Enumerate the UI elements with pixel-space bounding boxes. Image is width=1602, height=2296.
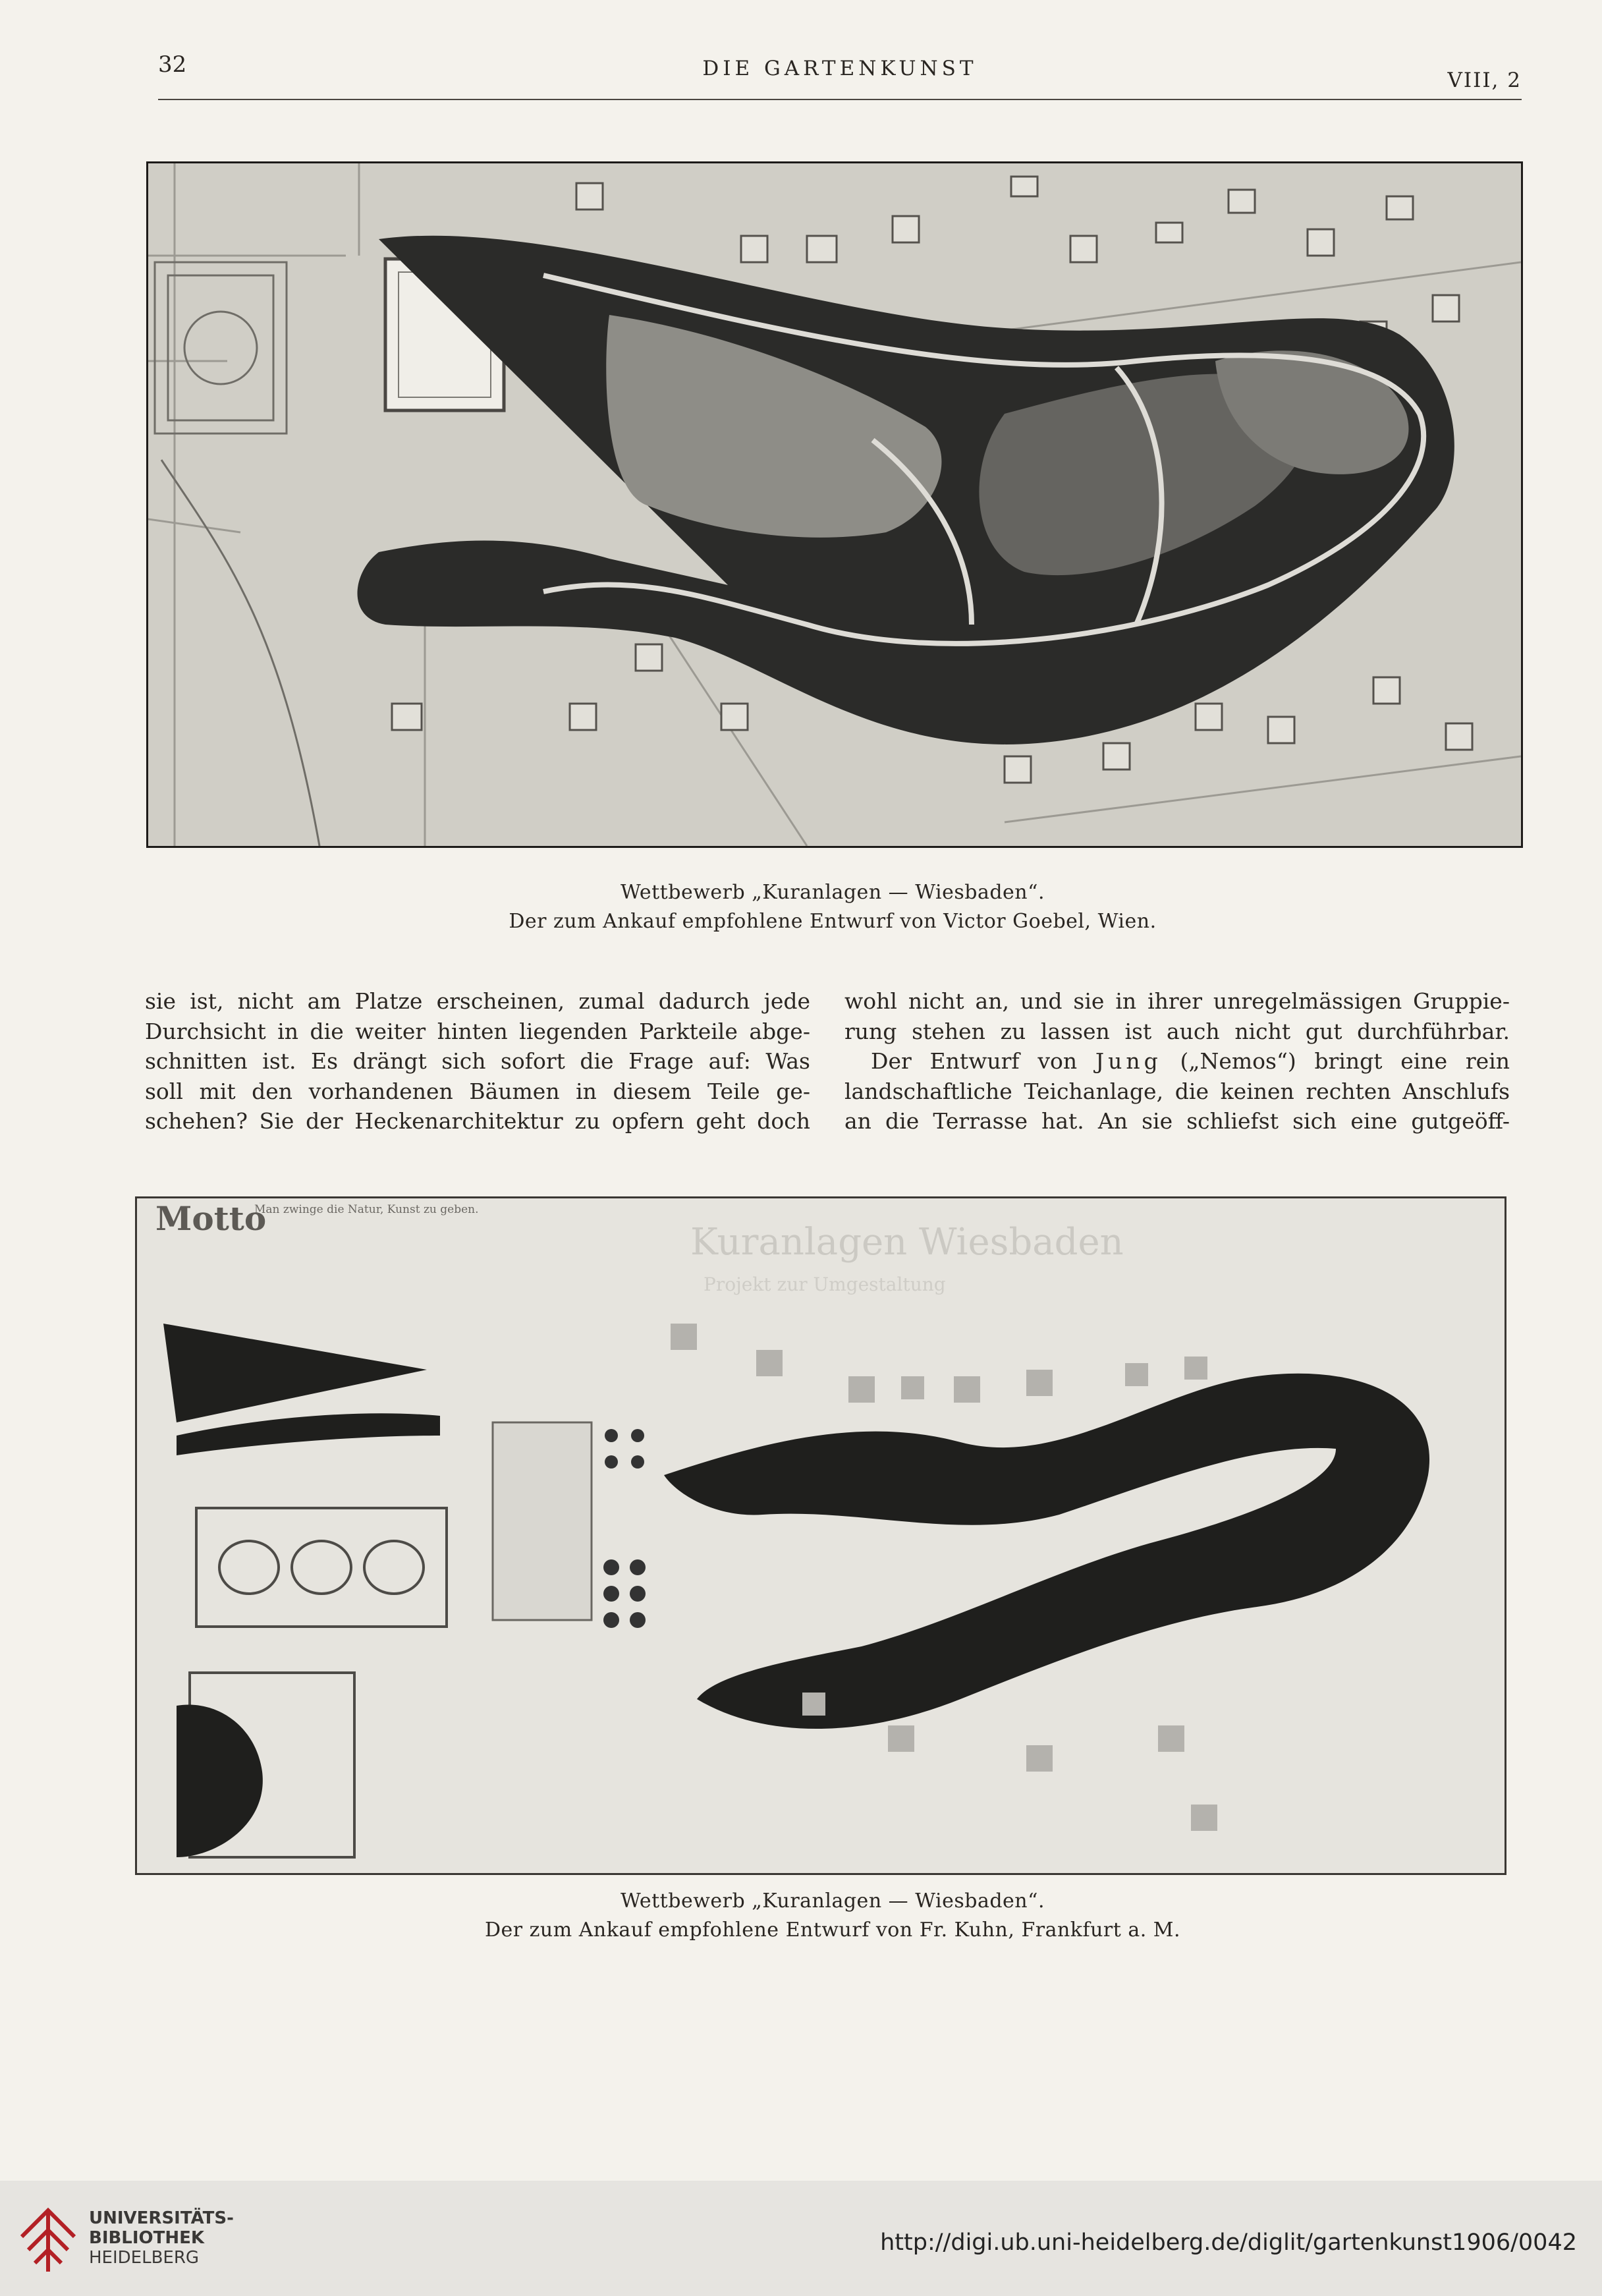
plan-goebel-image [146,161,1523,848]
text-line: landschaftliche Teichanlage, die keinen rechten Anschlufs [844,1078,1510,1104]
body-left-column [145,986,810,1136]
text-line: soll mit den vorhandenen Bäumen in diesem Teile ge- [145,1078,810,1104]
kurhaus-building [493,1422,592,1620]
text-line: an die Terrasse hat. An sie schliefst sich eine gutgeöff- [844,1108,1510,1134]
text-line: rung stehen zu lassen ist auch nicht gut durchführbar. [844,1018,1510,1044]
library-name-line1: UNIVERSITÄTS- [89,2208,234,2228]
figure2-caption-line1: Wettbewerb „Kuranlagen — Wiesbaden“. [620,1890,1045,1913]
text-line: schehen? Sie der Heckenarchitektur zu opfern geht doch [145,1108,810,1134]
text-fragment: („Nemos“) bringt eine rein [1161,1048,1510,1074]
figure1-caption-line2: Der zum Ankauf empfohlene Entwurf von Victor Goebel, Wien. [509,910,1157,933]
plan-kuhn-image [135,1196,1506,1875]
plan-kuhn-drawing [137,1198,1505,1873]
motto-text: Man zwinge die Natur, Kunst zu geben. [254,1203,479,1216]
text-line [844,1046,1510,1077]
page-number: 32 [158,51,187,78]
page-header [158,51,1522,104]
plan-subtitle: Projekt zur Umgestaltung [704,1274,946,1295]
figure2-caption [146,1887,1519,1945]
source-url-link[interactable]: http://digi.ub.uni-heidelberg.de/diglit/gartenkunst1906/0042 [880,2229,1577,2256]
text-line: wohl nicht an, und sie in ihrer unregelmässigen Gruppie- [844,988,1510,1014]
library-name-line2: BIBLIOTHEK [89,2228,205,2248]
running-title: DIE GARTENKUNST [702,57,978,80]
university-library-logo-icon [18,2200,78,2274]
header-rule [158,99,1522,100]
plan-goebel-drawing [148,163,1521,846]
text-fragment: Der Entwurf von [871,1048,1095,1074]
motto-label: Motto [155,1199,267,1238]
plan-title: Kuranlagen Wiesbaden [690,1221,1124,1264]
text-line: schnitten ist. Es drängt sich sofort die Frage auf: Was [145,1048,810,1074]
figure1-caption-line1: Wettbewerb „Kuranlagen — Wiesbaden“. [620,881,1045,904]
library-name [89,2208,234,2268]
text-line: sie ist, nicht am Platze erscheinen, zumal dadurch jede [145,988,810,1014]
author-name-jung: Jung [1095,1048,1162,1074]
volume-number: VIII, 2 [1447,69,1522,92]
library-name-line3: HEIDELBERG [89,2248,200,2268]
figure2-caption-line2: Der zum Ankauf empfohlene Entwurf von Fr. Kuhn, Frankfurt a. M. [484,1918,1181,1942]
body-right-column [844,986,1510,1136]
digitization-footer [0,2181,1602,2296]
figure1-caption [146,878,1519,936]
text-line: Durchsicht in die weiter hinten liegenden Parkteile abge- [145,1018,810,1044]
